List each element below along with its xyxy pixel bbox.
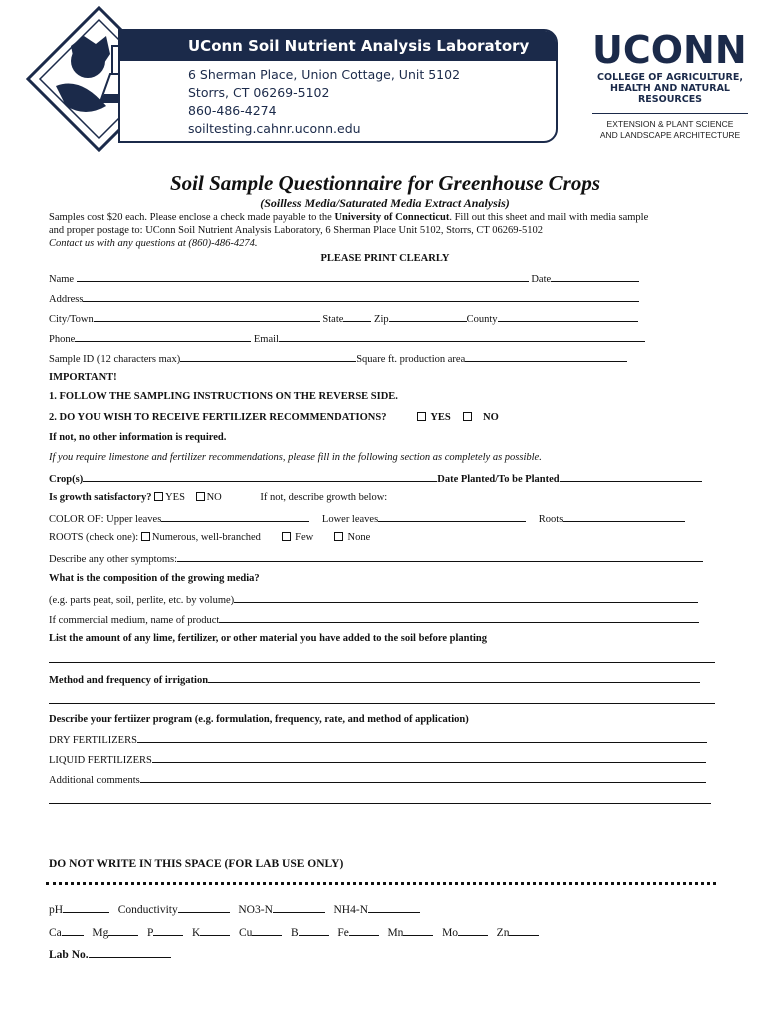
symptoms-field[interactable] bbox=[177, 552, 703, 562]
address-line: Storrs, CT 06269-5102 bbox=[188, 85, 330, 100]
instruction-1: 1. FOLLOW THE SAMPLING INSTRUCTIONS ON THE REVERSE SIDE. bbox=[49, 391, 398, 402]
dry-fert-row: DRY FERTILIZERS bbox=[49, 733, 707, 746]
phone-field[interactable] bbox=[75, 332, 251, 342]
irrigation-row: Method and frequency of irrigation bbox=[49, 673, 700, 686]
sample-row: Sample ID (12 characters max) Square ft. production area bbox=[49, 352, 627, 365]
media-question: What is the composition of the growing media? bbox=[49, 573, 260, 584]
department-line: EXTENSION & PLANT SCIENCE bbox=[606, 119, 734, 129]
college-line: COLLEGE OF AGRICULTURE, bbox=[597, 72, 743, 83]
lime-question: List the amount of any lime, fertilizer, or other material you have added to the soil before planting bbox=[49, 633, 487, 644]
lime-field[interactable] bbox=[49, 653, 715, 663]
zip-field[interactable] bbox=[389, 312, 467, 322]
department-line: AND LANDSCAPE ARCHITECTURE bbox=[599, 130, 741, 140]
irrigation-field[interactable] bbox=[208, 673, 700, 683]
lower-leaves-field[interactable] bbox=[378, 512, 526, 522]
sample-id-field[interactable] bbox=[180, 352, 356, 362]
roots-numerous-checkbox[interactable] bbox=[141, 532, 150, 541]
logo-divider bbox=[592, 113, 748, 114]
lime-answer-row bbox=[49, 653, 715, 666]
college-name bbox=[592, 72, 748, 105]
college-line: HEALTH AND NATURAL bbox=[610, 83, 730, 94]
intro-contact: Contact us with any questions at (860)-486-4274. bbox=[49, 238, 258, 249]
address-field[interactable] bbox=[83, 292, 639, 302]
commercial-row: If commercial medium, name of product bbox=[49, 613, 699, 626]
phone-row: Phone Email bbox=[49, 332, 645, 345]
page-title: Soil Sample Questionnaire for Greenhouse Crops bbox=[170, 171, 600, 195]
crops-row: Crop(s) Date Planted/To be Planted bbox=[49, 472, 702, 485]
crops-field[interactable] bbox=[83, 472, 437, 482]
recommend-yes-checkbox[interactable] bbox=[417, 412, 426, 421]
roots-check-row: ROOTS (check one): Numerous, well-branched Few None bbox=[49, 532, 371, 543]
comments-row: Additional comments bbox=[49, 773, 706, 786]
lab-use-heading: DO NOT WRITE IN THIS SPACE (FOR LAB USE ONLY) bbox=[49, 858, 344, 870]
square-ft-field[interactable] bbox=[465, 352, 627, 362]
media-field[interactable] bbox=[234, 593, 698, 603]
phone-line: 860-486-4274 bbox=[188, 103, 277, 118]
fert-program-question: Describe your fertiizer program (e.g. formulation, frequency, rate, and method of application) bbox=[49, 714, 469, 725]
roots-none-checkbox[interactable] bbox=[334, 532, 343, 541]
dry-fert-field[interactable] bbox=[137, 733, 707, 743]
city-row: City/Town State Zip County bbox=[49, 312, 638, 325]
symptoms-row: Describe any other symptoms: bbox=[49, 552, 703, 565]
if-not-note: If not, no other information is required. bbox=[49, 432, 227, 443]
commercial-field[interactable] bbox=[219, 613, 699, 623]
roots-field[interactable] bbox=[563, 512, 685, 522]
website-line: soiltesting.cahnr.uconn.edu bbox=[188, 121, 361, 136]
date-field[interactable] bbox=[551, 272, 639, 282]
lab-banner bbox=[118, 29, 558, 143]
county-field[interactable] bbox=[498, 312, 638, 322]
upper-leaves-field[interactable] bbox=[161, 512, 309, 522]
comments-field[interactable] bbox=[140, 773, 706, 783]
intro-line-2: and proper postage to: UConn Soil Nutrient Analysis Laboratory, 6 Sherman Place Unit 5102, Storrs, CT 06269-5102 bbox=[49, 225, 544, 236]
lab-address bbox=[188, 66, 460, 138]
media-row: (e.g. parts peat, soil, perlite, etc. by volume) bbox=[49, 593, 698, 606]
intro-line-1: Samples cost $20 each. Please enclose a check made payable to the University of Connecticut. Fill out this sheet and mail with media sample bbox=[49, 212, 649, 223]
lab-number-row: Lab No. bbox=[49, 948, 171, 961]
uconn-logo: UCONN bbox=[592, 28, 747, 72]
state-field[interactable] bbox=[343, 312, 371, 322]
address-line: 6 Sherman Place, Union Cottage, Unit 5102 bbox=[188, 67, 461, 82]
name-row: Name Date bbox=[49, 272, 639, 285]
page-subtitle: (Soilless Media/Saturated Media Extract Analysis) bbox=[260, 196, 510, 210]
if-require-note: If you require limestone and fertilizer recommendations, please fill in the following section as completely as possible. bbox=[49, 452, 542, 463]
important-label: IMPORTANT! bbox=[49, 372, 117, 383]
growth-yes-checkbox[interactable] bbox=[154, 492, 163, 501]
date-planted-field[interactable] bbox=[560, 472, 702, 482]
irrigation-extra-field[interactable] bbox=[49, 694, 715, 704]
irrigation-answer-row bbox=[49, 694, 715, 707]
color-row: COLOR OF: Upper leaves Lower leaves Roots bbox=[49, 512, 685, 525]
address-row: Address bbox=[49, 292, 639, 305]
department-name bbox=[592, 119, 748, 141]
recommend-no-checkbox[interactable] bbox=[463, 412, 472, 421]
lab-name: UConn Soil Nutrient Analysis Laboratory bbox=[120, 31, 556, 61]
comments-answer-row bbox=[49, 794, 711, 807]
comments-extra-field[interactable] bbox=[49, 794, 711, 804]
liquid-fert-row: LIQUID FERTILIZERS bbox=[49, 753, 706, 766]
lab-use-divider bbox=[46, 882, 716, 885]
growth-no-checkbox[interactable] bbox=[196, 492, 205, 501]
name-field[interactable] bbox=[77, 272, 529, 282]
roots-few-checkbox[interactable] bbox=[282, 532, 291, 541]
print-clearly: PLEASE PRINT CLEARLY bbox=[320, 253, 450, 264]
college-line: RESOURCES bbox=[637, 94, 703, 105]
lab-row-2: Ca Mg P K Cu B Fe Mn Mo Zn bbox=[49, 926, 539, 939]
growth-row: Is growth satisfactory? YES NO If not, describe growth below: bbox=[49, 492, 388, 503]
liquid-fert-field[interactable] bbox=[152, 753, 706, 763]
instruction-2: 2. DO YOU WISH TO RECEIVE FERTILIZER RECOMMENDATIONS? YES NO bbox=[49, 412, 499, 423]
email-field[interactable] bbox=[279, 332, 645, 342]
lab-row-1: pH Conductivity NO3-N NH4-N bbox=[49, 903, 420, 916]
city-field[interactable] bbox=[94, 312, 320, 322]
